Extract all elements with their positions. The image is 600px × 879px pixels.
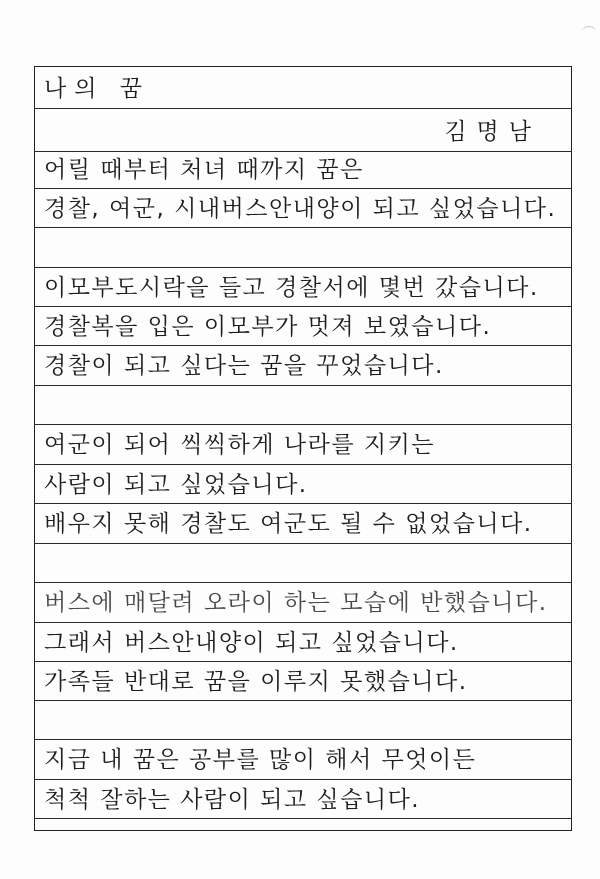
text-line: 버스에 매달려 오라이 하는 모습에 반했습니다. (44, 590, 548, 616)
ruled-line (34, 424, 572, 425)
text-line (44, 704, 569, 738)
text-line (44, 231, 569, 265)
text-line: 경찰이 되고 싶다는 꿈을 꾸었습니다. (44, 353, 444, 379)
ruled-line (34, 267, 572, 268)
ruled-line (34, 464, 572, 465)
text-line: 이모부도시락을 들고 경찰서에 몇번 갔습니다. (44, 275, 539, 301)
ruled-line (34, 151, 572, 152)
text-line: 경찰복을 입은 이모부가 멋져 보였습니다. (44, 314, 492, 340)
ruled-line (34, 306, 572, 307)
text-line: 사람이 되고 싶었습니다. (44, 472, 308, 498)
ruled-line (34, 661, 572, 662)
text-line: 척척 잘하는 사람이 되고 싶습니다. (44, 787, 421, 813)
text-line: 경찰, 여군, 시내버스안내양이 되고 싶었습니다. (44, 196, 557, 222)
text-line: 배우지 못해 경찰도 여군도 될 수 없었습니다. (44, 511, 533, 537)
corner-smudge (582, 26, 596, 37)
ruled-line (34, 779, 572, 780)
ruled-line (34, 385, 572, 386)
text-line: 가족들 반대로 꿈을 이루지 못했습니다. (44, 669, 468, 695)
ruled-line (34, 188, 572, 189)
ruled-line (34, 739, 572, 740)
ruled-line (34, 818, 572, 819)
text-line: 여군이 되어 씩씩하게 나라를 지키는 (44, 432, 436, 458)
text-line (44, 389, 569, 423)
text-line: 그래서 버스안내양이 되고 싶었습니다. (44, 630, 459, 656)
ruled-line (34, 543, 572, 544)
text-line: 어릴 때부터 처녀 때까지 꿈은 (44, 157, 364, 183)
text-line: 지금 내 꿈은 공부를 많이 해서 무엇이든 (44, 747, 477, 773)
ruled-line (34, 582, 572, 583)
text-line (44, 547, 569, 581)
author-name: 김명남 (444, 119, 541, 145)
ruled-line (34, 108, 572, 109)
ruled-line (34, 227, 572, 228)
essay-title: 나의 꿈 (44, 76, 150, 102)
ruled-line (34, 503, 572, 504)
ruled-line (34, 622, 572, 623)
ruled-line (34, 700, 572, 701)
ruled-line (34, 345, 572, 346)
